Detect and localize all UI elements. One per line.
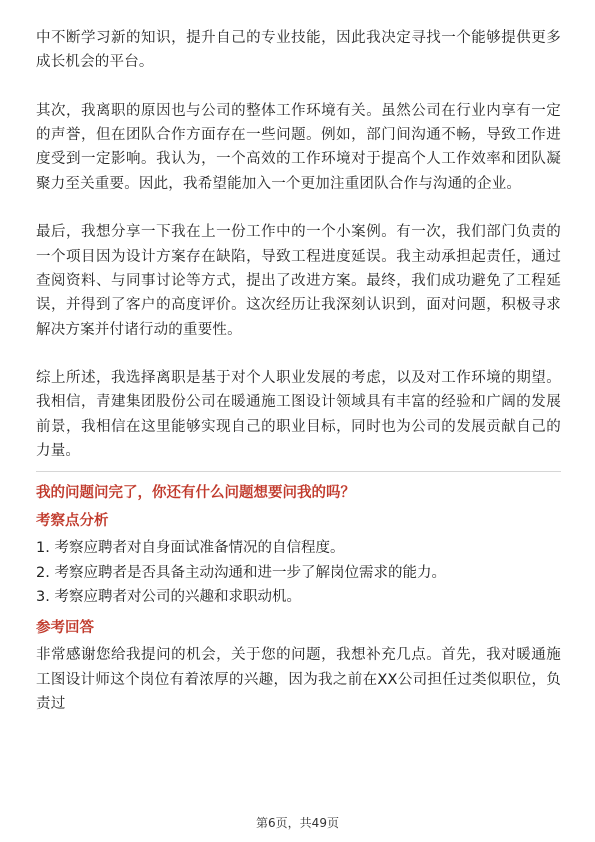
analysis-title: 考察点分析: [36, 513, 109, 530]
reference-answer-title: 参考回答: [36, 620, 94, 637]
body-paragraph-1: 中不断学习新的知识，提升自己的专业技能，因此我决定寻找一个能够提供更多成长机会的平台。: [36, 30, 561, 71]
analysis-item: 3. 考察应聘者对公司的兴趣和求职动机。: [36, 588, 301, 605]
section-divider: [36, 471, 561, 472]
body-paragraph-4: 综上所述，我选择离职是基于对个人职业发展的考虑，以及对工作环境的期望。我相信，青建集团股份公司在暖通施工图设计领域具有丰富的经验和广阔的发展前景，我相信在这里能够实现自己的职业目标，同时也为公司的发展贡献自己的力量。: [36, 370, 561, 460]
page-content: [36, 26, 561, 716]
body-paragraph-3: 最后，我想分享一下我在上一份工作中的一个小案例。有一次，我们部门负责的一个项目因为设计方案存在缺陷，导致工程进度延误。我主动承担起责任，通过查阅资料、与同事讨论等方式，提出了改进方案。最终，我们成功避免了工程延误，并得到了客户的高度评价。这次经历让我深刻认识到，面对问题，积极寻求解决方案并付诸行动的重要性。: [36, 224, 561, 338]
reference-answer-text: 非常感谢您给我提问的机会，关于您的问题，我想补充几点。首先，我对暖通施工图设计师这个岗位有着浓厚的兴趣，因为我之前在XX公司担任过类似职位，负责过: [36, 647, 561, 712]
analysis-list: [36, 536, 561, 609]
analysis-item: 2. 考察应聘者是否具备主动沟通和进一步了解岗位需求的能力。: [36, 564, 446, 581]
body-paragraph-2: 其次，我离职的原因也与公司的整体工作环境有关。虽然公司在行业内享有一定的声誉，但在团队合作方面存在一些问题。例如，部门间沟通不畅，导致工作进度受到一定影响。我认为，一个高效的工作环境对于提高个人工作效率和团队凝聚力至关重要。因此，我希望能加入一个更加注重团队合作与沟通的企业。: [36, 102, 561, 192]
analysis-item: 1. 考察应聘者对自身面试准备情况的自信程度。: [36, 540, 345, 557]
question-heading: 我的问题问完了，你还有什么问题想要问我的吗？: [36, 485, 355, 502]
page-number: 第6页，共49页: [256, 816, 339, 830]
